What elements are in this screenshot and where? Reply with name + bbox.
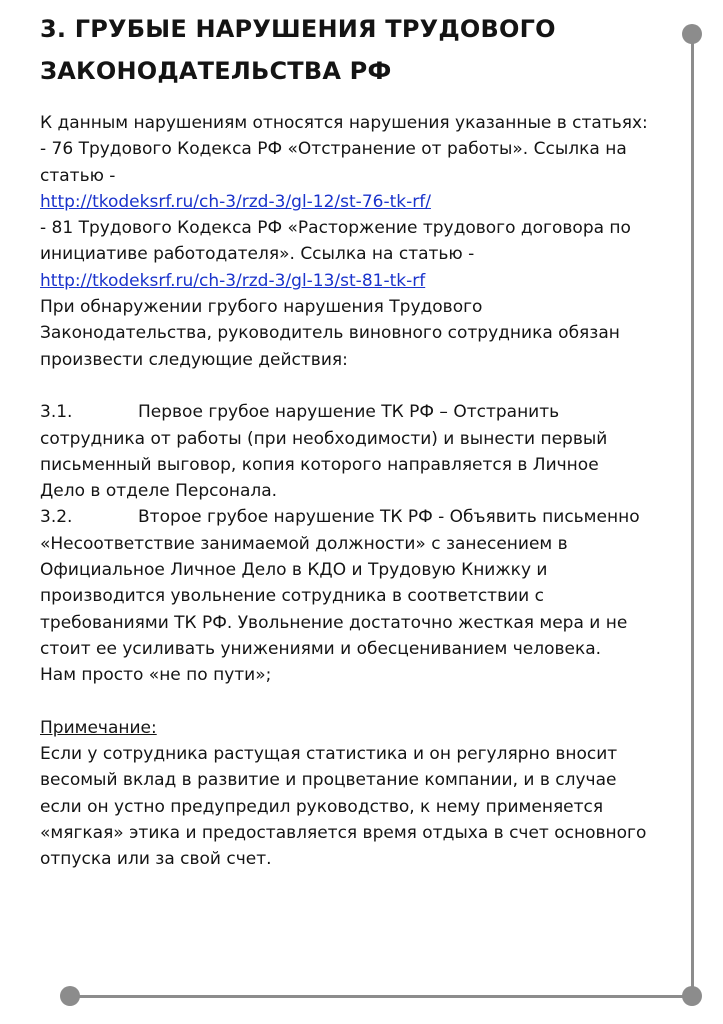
title-line-2: ЗАКОНОДАТЕЛЬСТВА РФ (40, 57, 392, 85)
page-title (40, 8, 670, 92)
list-item-line: Дело в отделе Персонала. (40, 481, 278, 502)
frame-dot-top-right (682, 24, 702, 44)
note-line: «мягкая» этика и предоставляется время отдыха в счет основного (40, 823, 647, 844)
link-line (40, 189, 680, 215)
intro-line: При обнаружении грубого нарушения Трудового (40, 297, 483, 318)
list-item-3-2-first (40, 504, 680, 530)
intro-line: статью - (40, 165, 116, 186)
list-item-line: Нам просто «не по пути»; (40, 665, 272, 686)
intro-line: произвести следующие действия: (40, 349, 348, 370)
list-item-line: Официальное Личное Дело в КДО и Трудовую Книжку и (40, 560, 548, 581)
note-line: отпуска или за свой счет. (40, 849, 272, 870)
note-line: если он устно предупредил руководство, к нему применяется (40, 796, 604, 817)
article-76-link[interactable]: http://tkodeksrf.ru/ch-3/rzd-3/gl-12/st-76-tk-rf/ (40, 191, 431, 212)
list-item-3-1-first (40, 399, 680, 425)
list-item-text: Первое грубое нарушение ТК РФ – Отстранить (138, 402, 560, 423)
note-line: весомый вклад в развитие и процветание компании, и в случае (40, 770, 617, 791)
intro-line: - 81 Трудового Кодекса РФ «Расторжение трудового договора по (40, 218, 631, 239)
intro-line: Законодательства, руководитель виновного сотрудника обязан (40, 323, 620, 344)
list-item-line: письменный выговор, копия которого направляется в Личное (40, 454, 599, 475)
blank-line (40, 373, 680, 399)
list-item-line: сотрудника от работы (при необходимости) и вынести первый (40, 428, 608, 449)
intro-line: К данным нарушениям относятся нарушения указанные в статьях: (40, 113, 648, 133)
blank-line (40, 689, 680, 715)
list-item-number: 3.2. (40, 507, 73, 528)
intro-line: инициативе работодателя». Ссылка на статью - (40, 244, 475, 265)
frame-dot-bottom-right (682, 986, 702, 1006)
list-item-line: «Несоответствие занимаемой должности» с занесением в (40, 533, 568, 554)
body-text (40, 110, 680, 873)
intro-line: - 76 Трудового Кодекса РФ «Отстранение от работы». Ссылка на (40, 139, 627, 160)
list-item-line: стоит ее усиливать унижениями и обесцениванием человека. (40, 638, 602, 659)
list-item-number: 3.1. (40, 402, 73, 423)
frame-bottom-line (70, 995, 694, 998)
link-line (40, 268, 680, 294)
frame-right-line (691, 34, 694, 996)
list-item-text: Второе грубое нарушение ТК РФ - Объявить письменно (138, 507, 640, 528)
list-item-line: требованиями ТК РФ. Увольнение достаточно жесткая мера и не (40, 612, 628, 633)
list-item-line: производится увольнение сотрудника в соответствии с (40, 586, 544, 607)
note-line: Если у сотрудника растущая статистика и он регулярно вносит (40, 744, 618, 765)
note-heading: Примечание: (40, 717, 157, 738)
frame-dot-bottom-left (60, 986, 80, 1006)
article-81-link[interactable]: http://tkodeksrf.ru/ch-3/rzd-3/gl-13/st-81-tk-rf (40, 270, 426, 291)
title-line-1: 3. ГРУБЫЕ НАРУШЕНИЯ ТРУДОВОГО (40, 15, 556, 43)
